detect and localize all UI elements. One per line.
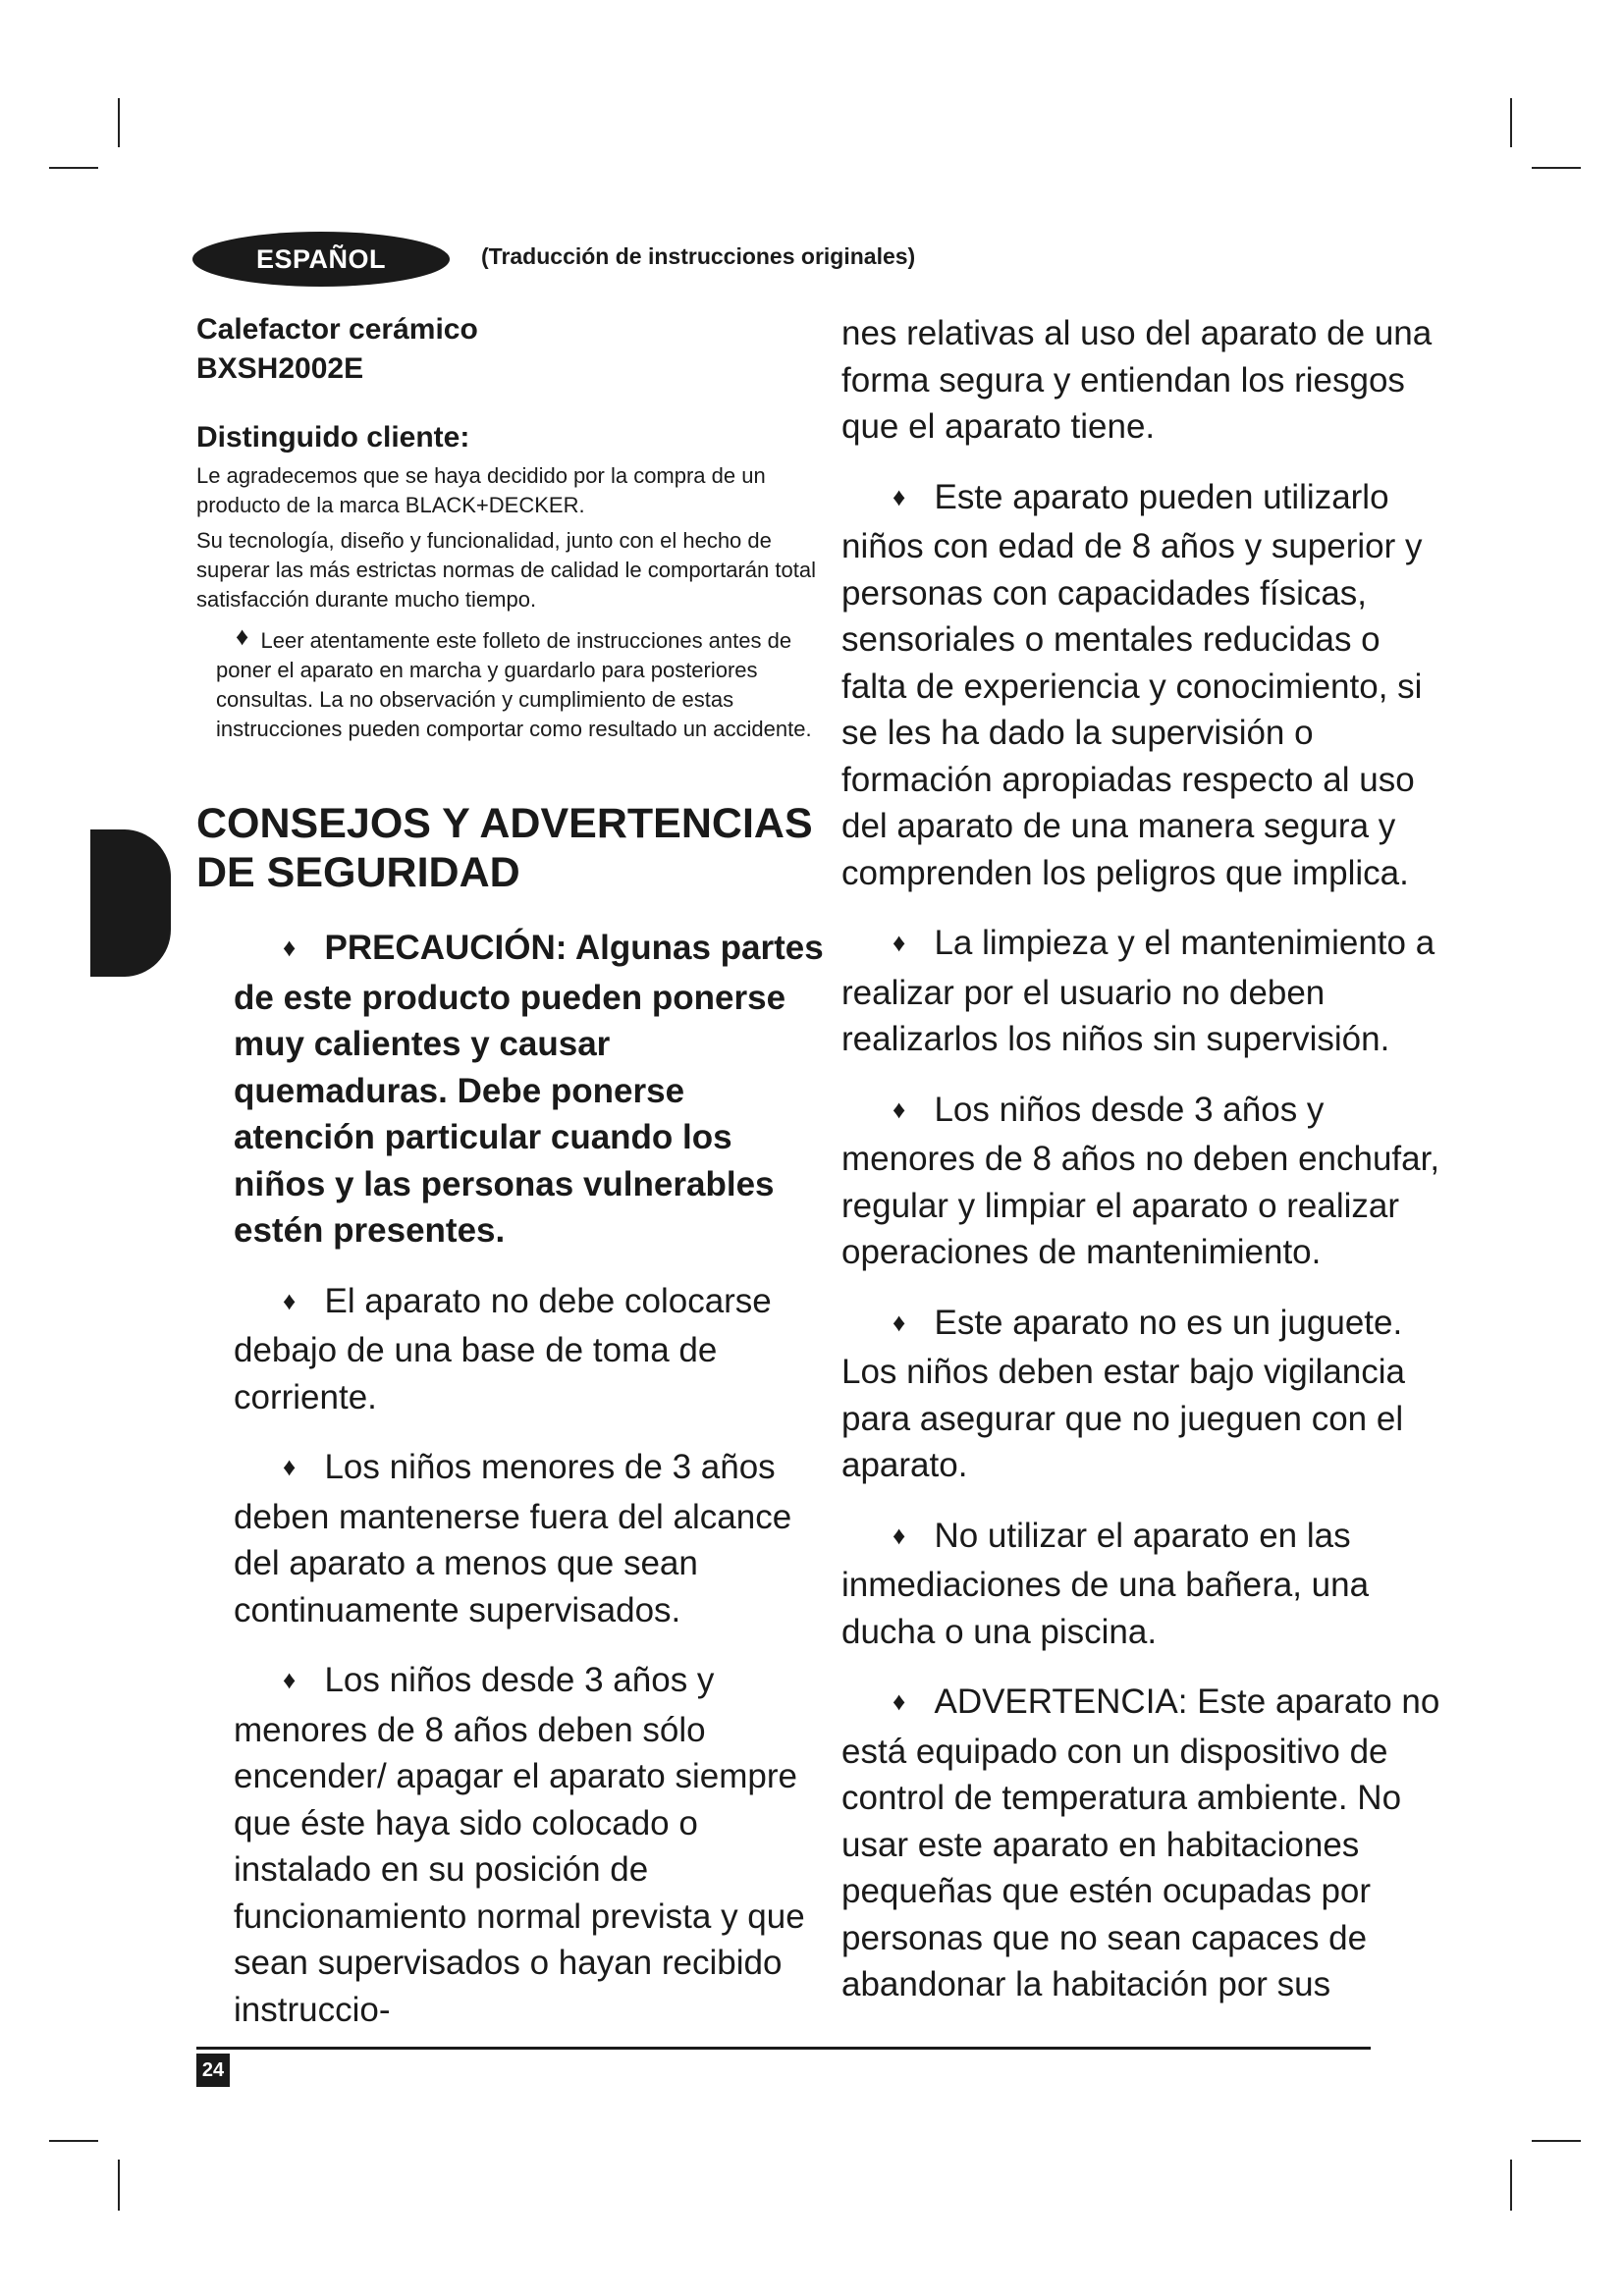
footer-rule	[196, 2047, 1371, 2050]
section-thumb-tab	[90, 829, 171, 977]
diamond-bullet-icon: ♦	[283, 1452, 297, 1481]
safety-bullet-text: No utilizar el aparato en las inmediaciones de una bañera, una ducha o una piscina.	[841, 1516, 1370, 1651]
left-column	[196, 310, 825, 2056]
product-name: Calefactor cerámico	[196, 313, 478, 346]
diamond-bullet-icon: ♦	[893, 1307, 906, 1337]
crop-mark	[1510, 98, 1512, 147]
section-heading: CONSEJOS Y ADVERTENCIAS DE SEGURIDAD	[196, 800, 813, 896]
diamond-bullet-icon: ♦	[893, 1520, 906, 1550]
intro-paragraph: Le agradecemos que se haya decidido por la compra de un producto de la marca BLACK+DECKER.	[196, 463, 766, 517]
crop-mark	[1532, 167, 1581, 169]
intro-bullet	[216, 621, 825, 744]
safety-bullet-text: El aparato no debe colocarse debajo de una base de toma de corriente.	[234, 1281, 772, 1416]
translation-note: (Traducción de instrucciones originales)	[481, 243, 916, 269]
right-column	[841, 310, 1450, 2032]
diamond-bullet-icon: ♦	[283, 933, 297, 962]
diamond-bullet-icon: ♦	[236, 621, 249, 651]
safety-bullet	[234, 1444, 825, 1633]
diamond-bullet-icon: ♦	[893, 1094, 906, 1124]
safety-bullet	[841, 920, 1450, 1063]
safety-bullet	[841, 474, 1450, 897]
safety-bullet-text: Los niños desde 3 años y menores de 8 años no deben enchufar, regular y limpiar el aparato o realizar operaciones de mantenimiento.	[841, 1090, 1440, 1271]
crop-mark	[118, 98, 120, 147]
safety-bullet	[234, 1278, 825, 1421]
crop-mark	[49, 167, 98, 169]
greeting: Distinguido cliente:	[196, 421, 470, 454]
language-badge: ESPAÑOL	[192, 232, 450, 287]
intro-paragraph: Su tecnología, diseño y funcionalidad, junto con el hecho de superar las más estrictas normas de calidad le comportarán total satisfacción durante mucho tiempo.	[196, 528, 816, 612]
safety-bullet-text: Este aparato no es un juguete. Los niños deben estar bajo vigilancia para asegurar que no jueguen con el aparato.	[841, 1303, 1405, 1484]
product-model: BXSH2002E	[196, 352, 364, 385]
safety-bullet	[841, 1679, 1450, 2008]
safety-bullet	[234, 1657, 825, 2033]
crop-mark	[49, 2140, 98, 2142]
safety-bullet	[841, 1513, 1450, 1656]
safety-bullet-text: PRECAUCIÓN: Algunas partes de este producto pueden ponerse muy calientes y causar quemaduras. Debe ponerse atención particular cuando los niños y las personas vulnerables estén presentes.	[234, 929, 824, 1250]
crop-mark	[1510, 2160, 1512, 2211]
diamond-bullet-icon: ♦	[283, 1665, 297, 1694]
crop-mark	[118, 2160, 120, 2211]
crop-mark	[1532, 2140, 1581, 2142]
continued-text: nes relativas al uso del aparato de una forma segura y entiendan los riesgos que el aparato tiene.	[841, 314, 1433, 446]
safety-bullet-text: Los niños desde 3 años y menores de 8 años deben sólo encender/ apagar el aparato siempre que éste haya sido colocado o instalado en su posición de funcionamiento normal prevista y que sean supervisados o hayan recibido instruccio-	[234, 1661, 805, 2029]
diamond-bullet-icon: ♦	[893, 928, 906, 957]
safety-bullet	[234, 925, 825, 1255]
page-number: 24	[196, 2054, 230, 2087]
safety-bullet	[841, 1300, 1450, 1489]
diamond-bullet-icon: ♦	[893, 1686, 906, 1716]
safety-bullet-text: Este aparato pueden utilizarlo niños con edad de 8 años y superior y personas con capacidades físicas, sensoriales o mentales reducidas o falta de experiencia y conocimiento, si se les ha dado la supervisión o formación apropiadas respecto al uso del aparato de una manera segura y comprenden los peligros que implica.	[841, 477, 1423, 892]
diamond-bullet-icon: ♦	[283, 1285, 297, 1315]
safety-bullet-text: La limpieza y el mantenimiento a realizar por el usuario no deben realizarlos los niños sin supervisión.	[841, 924, 1435, 1058]
safety-bullet-text: Los niños menores de 3 años deben mantenerse fuera del alcance del aparato a menos que sean continuamente supervisados.	[234, 1448, 792, 1629]
intro-bullet-text: Leer atentamente este folleto de instrucciones antes de poner el aparato en marcha y guardarlo para posteriores consultas. La no observación y cumplimiento de estas instrucciones pueden comportar como resultado un accidente.	[216, 628, 812, 741]
safety-bullet-text: ADVERTENCIA: Este aparato no está equipado con un dispositivo de control de temperatura ambiente. No usar este aparato en habitaciones pequeñas que estén ocupadas por personas que no sean capaces de abandonar la habitación por sus	[841, 1682, 1440, 2003]
safety-bullet	[841, 1087, 1450, 1276]
diamond-bullet-icon: ♦	[893, 481, 906, 511]
